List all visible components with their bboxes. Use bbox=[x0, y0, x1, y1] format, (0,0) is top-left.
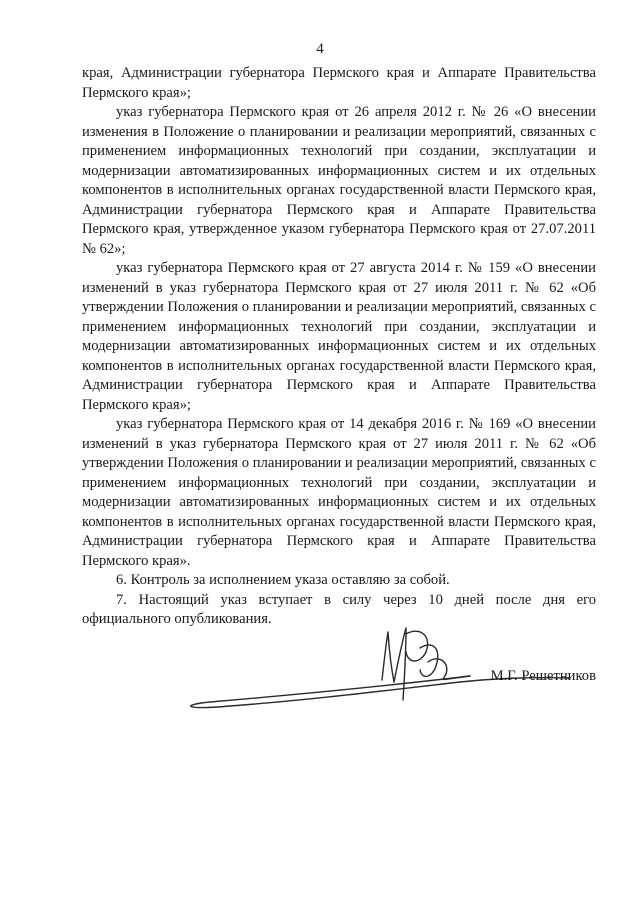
signature-block bbox=[170, 622, 610, 732]
signer-name: М.Г. Решетников bbox=[490, 668, 596, 684]
paragraph-decree-2014: указ губернатора Пермского края от 27 августа 2014 г. № 159 «О внесении изменений в указ губернатора Пермского края от 27 июля 2011 г. № 62 «Об утверждении Положения о планировании и реализации мероприятий, связанных с применением информационных технологий при создании, эксплуатации и модернизации автоматизированных информационных систем и их отдельных компонентов в исполнительных органах государственной власти Пермского края, Администрации губернатора Пермского края и Аппарате Правительства Пермского края»; bbox=[82, 260, 596, 413]
paragraph-decree-2016: указ губернатора Пермского края от 14 декабря 2016 г. № 169 «О внесении изменений в указ губернатора Пермского края от 27 июля 2011 г. № 62 «Об утверждении Положения о планировании и реализации мероприятий, связанных с применением информационных технологий при создании, эксплуатации и модернизации автоматизированных информационных систем и их отдельных компонентов в исполнительных органах государственной власти Пермского края, Администрации губернатора Пермского края и Аппарате Правительства Пермского края». bbox=[82, 416, 596, 569]
document-body bbox=[82, 64, 596, 630]
paragraph-continuation: края, Администрации губернатора Пермского края и Аппарате Правительства Пермского края»; bbox=[82, 65, 596, 101]
paragraph-item-6: 6. Контроль за исполнением указа оставляю за собой. bbox=[116, 572, 450, 588]
page-number: 4 bbox=[316, 41, 324, 57]
paragraph-decree-2012: указ губернатора Пермского края от 26 апреля 2012 г. № 26 «О внесении изменения в Положение о планировании и реализации мероприятий, связанных с применением информационных технологий при создании, эксплуатации и модернизации автоматизированных информационных систем и их отдельных компонентов в исполнительных органах государственной власти Пермского края, Администрации губернатора Пермского края и Аппарате Правительства Пермского края, утвержденное указом губернатора Пермского края от 27.07.2011 № 62»; bbox=[82, 104, 596, 257]
paragraph-item-7: 7. Настоящий указ вступает в силу через 10 дней после дня его официального опубликования. bbox=[82, 591, 596, 627]
